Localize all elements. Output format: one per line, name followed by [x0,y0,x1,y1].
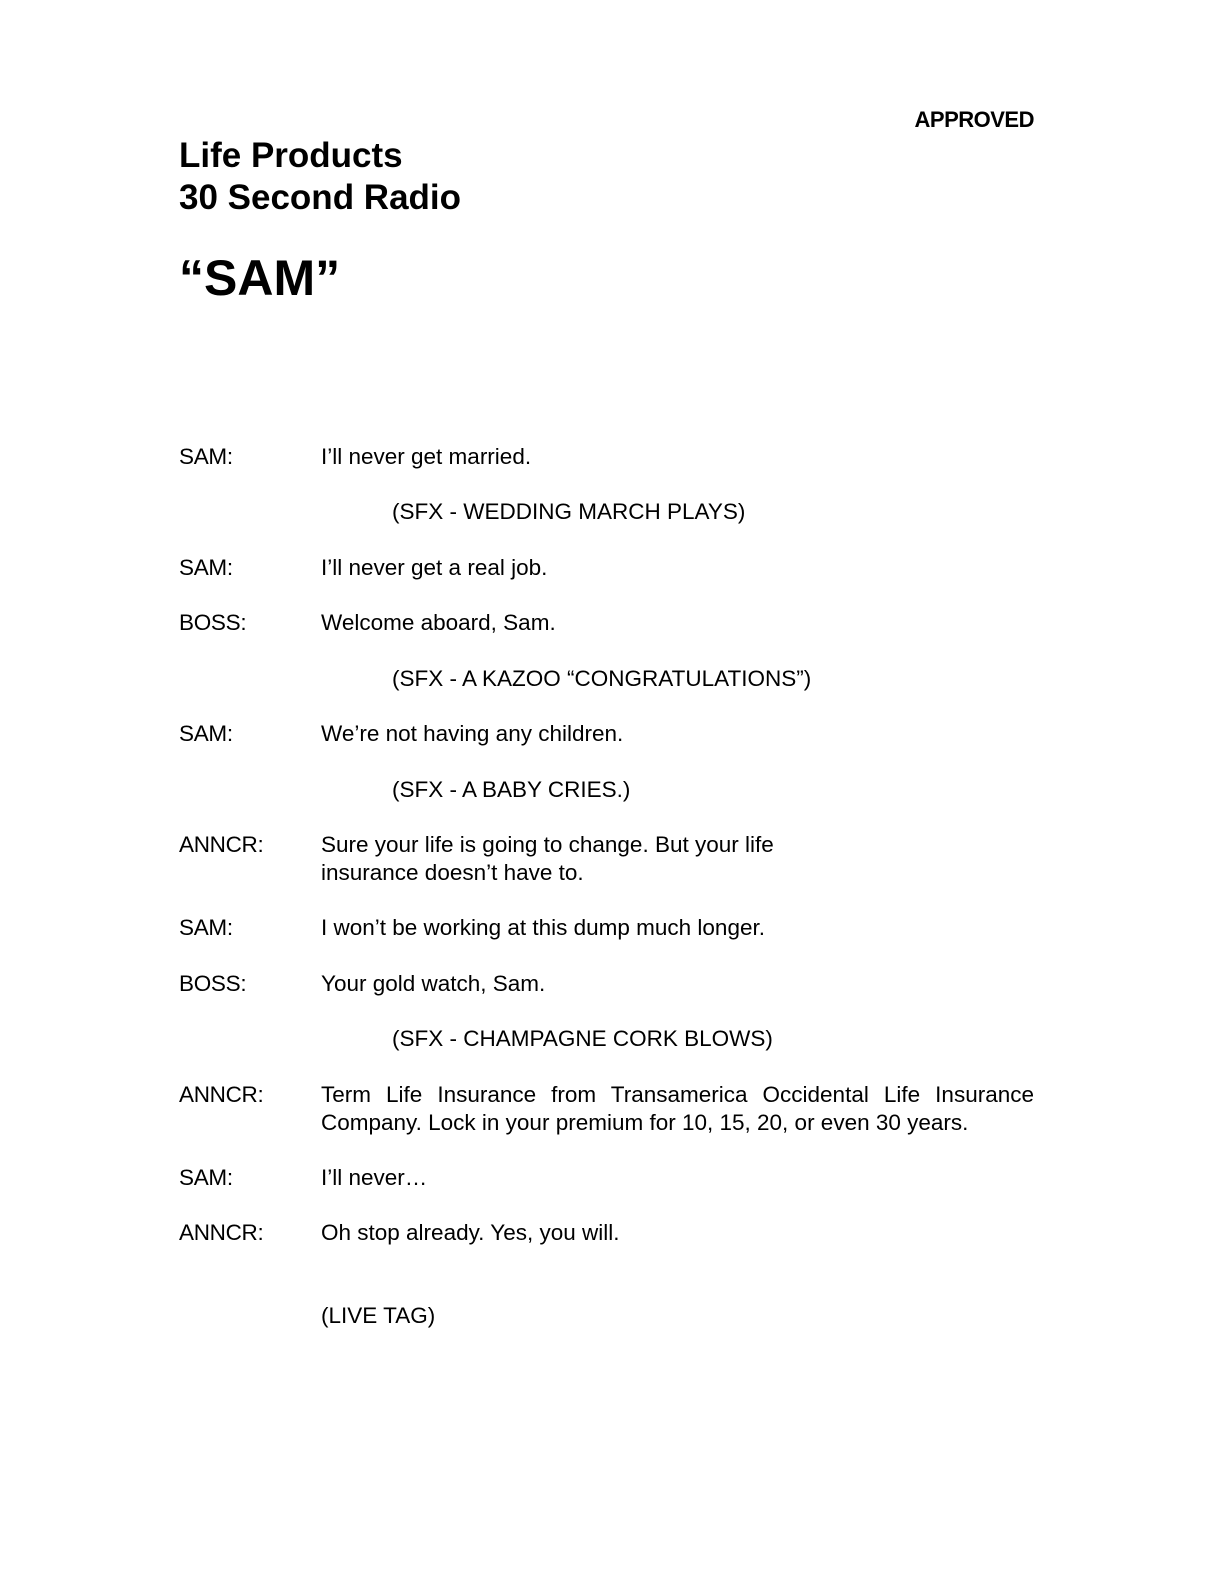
dialogue-text: Welcome aboard, Sam. [321,610,556,635]
dialogue-text-line1: Term Life Insurance from Transamerica Occidental Life Insurance [321,1082,1034,1107]
speaker-label: BOSS: [179,971,247,996]
speaker-label: SAM: [179,444,233,469]
dialogue-text: I’ll never… [321,1165,428,1190]
spot-length: 30 Second Radio [179,178,462,217]
sfx-text: (SFX - WEDDING MARCH PLAYS) [392,499,746,524]
speaker-label: BOSS: [179,610,247,635]
spot-name: “SAM” [179,250,341,306]
dialogue-text-line2: Company. Lock in your premium for 10, 15, 20, or even 30 years. [321,1110,969,1135]
sfx-text: (SFX - A KAZOO “CONGRATULATIONS”) [392,666,812,691]
dialogue-text: I won’t be working at this dump much longer. [321,915,765,940]
dialogue-text-line1: Sure your life is going to change. But your life [321,832,774,857]
speaker-label: ANNCR: [179,832,264,857]
dialogue-text-line2: insurance doesn’t have to. [321,860,584,885]
speaker-label: ANNCR: [179,1220,264,1245]
approved-stamp: APPROVED [914,107,1034,132]
live-tag-text: (LIVE TAG) [321,1303,436,1328]
speaker-label: SAM: [179,1165,233,1190]
dialogue-text: We’re not having any children. [321,721,624,746]
speaker-label: SAM: [179,555,233,580]
speaker-label: ANNCR: [179,1082,264,1107]
product-title: Life Products [179,136,403,175]
dialogue-text: Your gold watch, Sam. [321,971,546,996]
sfx-text: (SFX - CHAMPAGNE CORK BLOWS) [392,1026,773,1051]
dialogue-text: I’ll never get married. [321,444,532,469]
sfx-text: (SFX - A BABY CRIES.) [392,777,631,802]
dialogue-text: Oh stop already. Yes, you will. [321,1220,620,1245]
title-block [179,135,461,219]
speaker-label: SAM: [179,721,233,746]
dialogue-text: I’ll never get a real job. [321,555,548,580]
speaker-label: SAM: [179,915,233,940]
